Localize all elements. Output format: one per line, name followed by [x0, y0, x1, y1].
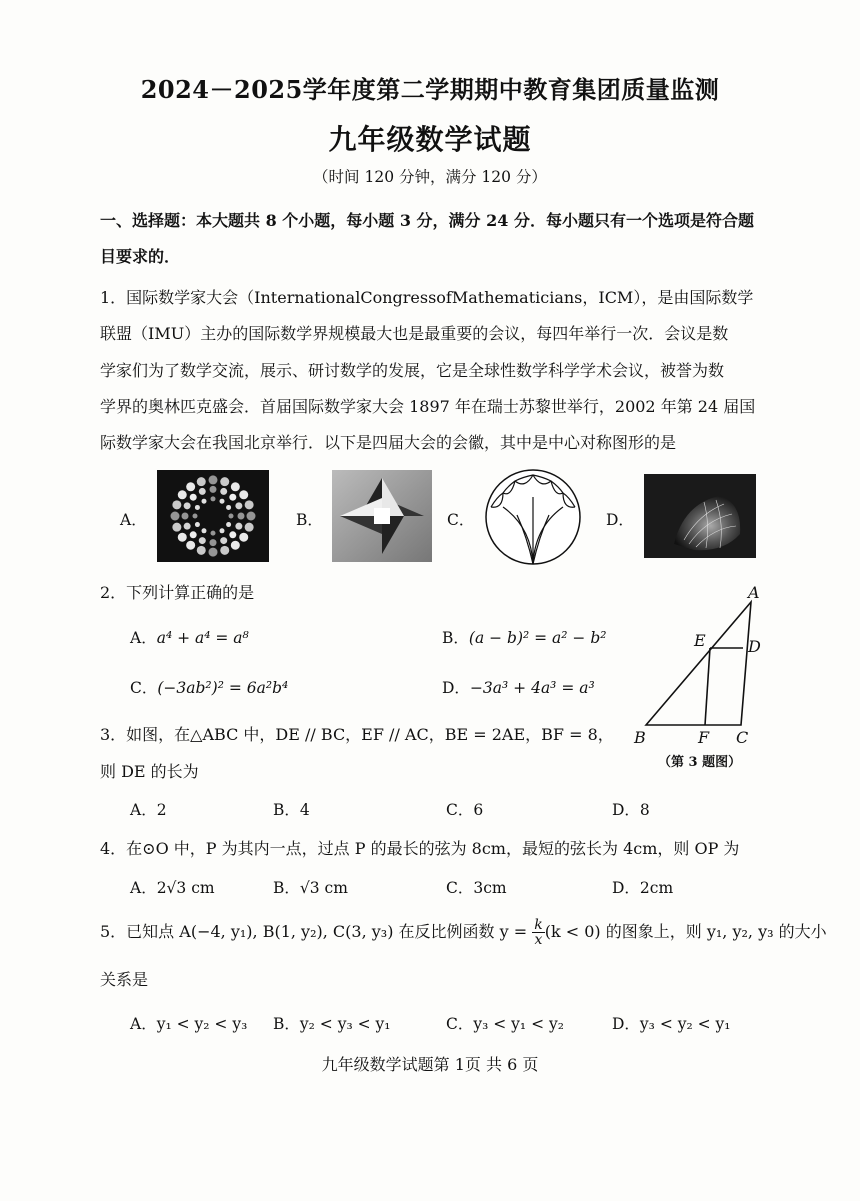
icm-logo-d-image [644, 474, 756, 558]
q5-option-d: D．y₃ < y₂ < y₁ [612, 1015, 731, 1033]
q3-line1: 3．如图，在△ABC 中，DE // BC，EF // AC，BE = 2AE，BF = 8， [100, 725, 614, 744]
q5-option-c: C．y₃ < y₁ < y₂ [446, 1015, 564, 1033]
fig-label-b: B [634, 728, 646, 747]
q2-option-a: A．a⁴ + a⁴ = a⁸ [130, 629, 249, 647]
fig-label-f: F [698, 728, 710, 747]
q5-option-b: B．y₂ < y₃ < y₁ [273, 1015, 391, 1033]
q5-line2: 关系是 [100, 970, 149, 989]
q3-line2: 则 DE 的长为 [100, 762, 199, 781]
q1-option-a-label: A． [120, 511, 147, 529]
q1-line3: 学家们为了数学交流，展示、研讨数学的发展，它是全球性数学科学学术会议，被誉为数 [100, 361, 725, 380]
q1-option-c-label: C． [447, 511, 475, 529]
q2-option-c: C．(−3ab²)² = 6a²b⁴ [130, 679, 289, 697]
exam-subject: 九年级数学试题 [328, 123, 532, 156]
exam-info: （时间 120 分钟，满分 120 分） [313, 168, 547, 186]
q1-option-b-label: B． [296, 511, 323, 529]
icm-logo-a-image [157, 470, 269, 562]
q2-option-b: B．(a − b)² = a² − b² [442, 629, 607, 647]
q4-stem: 4．在⊙O 中，P 为其内一点，过点 P 的最长的弦为 8cm，最短的弦长为 4cm，则 OP 为 [100, 839, 740, 858]
q4-option-d: D．2cm [612, 879, 674, 897]
q5-option-a: A．y₁ < y₂ < y₃ [130, 1015, 248, 1033]
icm-logo-c-image [483, 467, 583, 567]
q3-triangle-figure [628, 580, 778, 780]
q1-line4: 学界的奥林匹克盛会．首届国际数学家大会 1897 年在瑞士苏黎世举行，2002 年第 24 届国 [100, 397, 756, 416]
fig-label-c: C [736, 728, 749, 747]
q1-line2: 联盟（IMU）主办的国际数学界规模最大也是最重要的会议，每四年举行一次．会议是数 [100, 324, 729, 343]
q4-option-c: C．3cm [446, 879, 507, 897]
q2-stem: 2．下列计算正确的是 [100, 583, 255, 602]
q3-option-c: C．6 [446, 801, 484, 819]
section-heading-line1: 一、选择题：本大题共 8 个小题，每小题 3 分，满分 24 分．每小题只有一个选项是符合题 [100, 211, 754, 230]
q1-line1: 1．国际数学家大会（InternationalCongressofMathematicians，ICM），是由国际数学 [100, 288, 754, 307]
fig-label-e: E [694, 631, 706, 650]
fig-label-a: A [748, 583, 760, 602]
fig-caption: （第 3 题图） [658, 755, 742, 770]
q5-stem: 5．已知点 A(−4, y₁), B(1, y₂), C(3, y₃) 在反比例函数 y = $\frac{k}{x}$ (k < 0) 的图象上，则 y₁, y₂, y₃ 的大小 [100, 917, 827, 948]
q3-option-d: D．8 [612, 801, 650, 819]
q2-option-d: D．−3a³ + 4a³ = a³ [442, 679, 595, 697]
q3-option-b: B．4 [273, 801, 310, 819]
q5-fraction: $\frac{k}{x}$ [534, 917, 543, 948]
q4-option-a: A．2√3 cm [130, 879, 215, 897]
icm-logo-b-image [332, 470, 432, 562]
section-heading-line2: 目要求的． [100, 247, 181, 266]
fig-label-d: D [748, 637, 761, 656]
page-footer: 九年级数学试题第 1页 共 6 页 [321, 1055, 539, 1074]
q1-line5: 际数学家大会在我国北京举行．以下是四届大会的会徽，其中是中心对称图形的是 [100, 433, 677, 452]
exam-title: 2024－2025学年度第二学期期中教育集团质量监测 [140, 75, 720, 104]
q4-option-b: B．√3 cm [273, 879, 348, 897]
q1-option-d-label: D． [606, 511, 634, 529]
q3-option-a: A．2 [130, 801, 167, 819]
